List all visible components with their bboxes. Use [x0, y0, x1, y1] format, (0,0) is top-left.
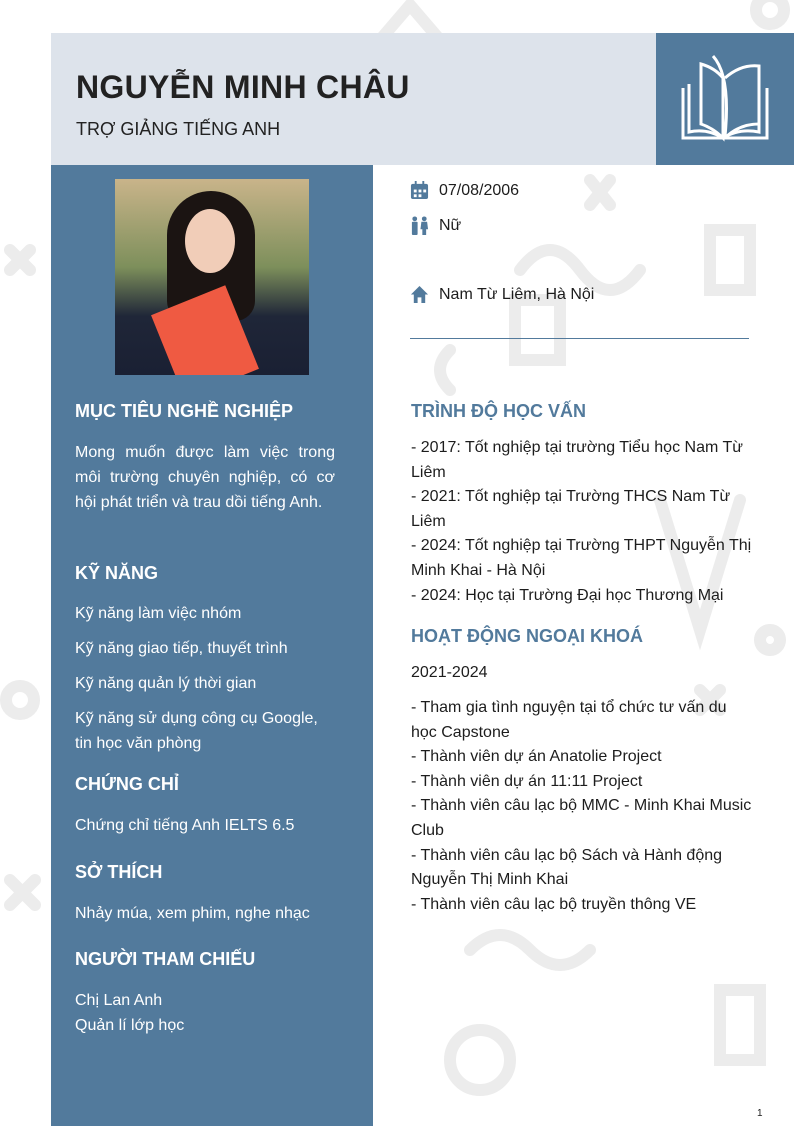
header-banner: [51, 33, 656, 165]
reference-name: Chị Lan Anh: [75, 992, 163, 1009]
education-item: - 2021: Tốt nghiệp tại Trường THCS Nam Từ Liêm: [411, 488, 731, 530]
left-sidebar: [51, 165, 373, 1126]
reference-position: Quản lí lớp học: [75, 1017, 185, 1034]
gender-row: [410, 216, 461, 235]
dob-value: 07/08/2006: [439, 181, 520, 199]
gender-value: Nữ: [439, 216, 462, 234]
activity-item: - Tham gia tình nguyện tại tổ chức tư vấn du học Capstone: [411, 699, 727, 741]
calendar-icon: [410, 181, 429, 200]
activity-item: - Thành viên câu lạc bộ Sách và Hành động Nguyễn Thị Minh Khai: [411, 846, 723, 889]
activity-item: - Thành viên dự án 11:11 Project: [411, 772, 643, 790]
skill-item: Kỹ năng quản lý thời gian: [75, 675, 257, 692]
home-icon: [410, 285, 429, 304]
book-logo: [656, 33, 794, 165]
section-title-references: NGƯỜI THAM CHIẾU: [75, 949, 256, 969]
open-book-icon: [677, 54, 773, 144]
activities-period: 2021-2024: [411, 664, 488, 681]
section-title-objective: MỤC TIÊU NGHỀ NGHIỆP: [75, 401, 294, 421]
objective-text: Mong muốn được làm việc trong môi trường chuyên nghiệp, có cơ hội phát triển và trau dồi tiếng Anh.: [75, 444, 335, 511]
job-title: TRỢ GIẢNG TIẾNG ANH: [76, 119, 281, 139]
hobbies-text: Nhảy múa, xem phim, nghe nhạc: [75, 905, 310, 922]
skill-item: Kỹ năng giao tiếp, thuyết trình: [75, 640, 288, 657]
section-title-hobbies: SỞ THÍCH: [75, 862, 163, 882]
candidate-name: NGUYỄN MINH CHÂU: [76, 69, 410, 105]
section-title-education: TRÌNH ĐỘ HỌC VẤN: [411, 401, 586, 421]
skill-item: Kỹ năng làm việc nhóm: [75, 605, 242, 622]
education-item: - 2017: Tốt nghiệp tại trường Tiểu học Nam Từ Liêm: [411, 439, 743, 481]
gender-icon: [410, 216, 429, 235]
profile-photo: [115, 179, 309, 375]
address-row: [410, 285, 594, 304]
education-list: [411, 436, 756, 608]
address-value: Nam Từ Liêm, Hà Nội: [439, 285, 595, 303]
education-item: - 2024: Tốt nghiệp tại Trường THPT Nguyễn Thị Minh Khai - Hà Nội: [411, 537, 752, 579]
skill-item: Kỹ năng sử dụng công cụ Google, tin học văn phòng: [75, 710, 318, 752]
activity-item: - Thành viên dự án Anatolie Project: [411, 748, 662, 766]
divider: [410, 338, 749, 339]
activities-list: [411, 696, 756, 917]
section-title-activities: HOẠT ĐỘNG NGOẠI KHOÁ: [411, 626, 643, 646]
activity-item: - Thành viên câu lạc bộ truyền thông VE: [411, 895, 697, 913]
certificate-item: Chứng chỉ tiếng Anh IELTS 6.5: [75, 817, 295, 834]
education-item: - 2024: Học tại Trường Đại học Thương Mại: [411, 586, 724, 604]
dob-row: [410, 181, 519, 200]
section-title-skills: KỸ NĂNG: [75, 563, 159, 583]
activity-item: - Thành viên câu lạc bộ MMC - Minh Khai Music Club: [411, 797, 752, 839]
page-number: 1: [757, 1108, 763, 1119]
section-title-certificates: CHỨNG CHỈ: [75, 774, 179, 794]
